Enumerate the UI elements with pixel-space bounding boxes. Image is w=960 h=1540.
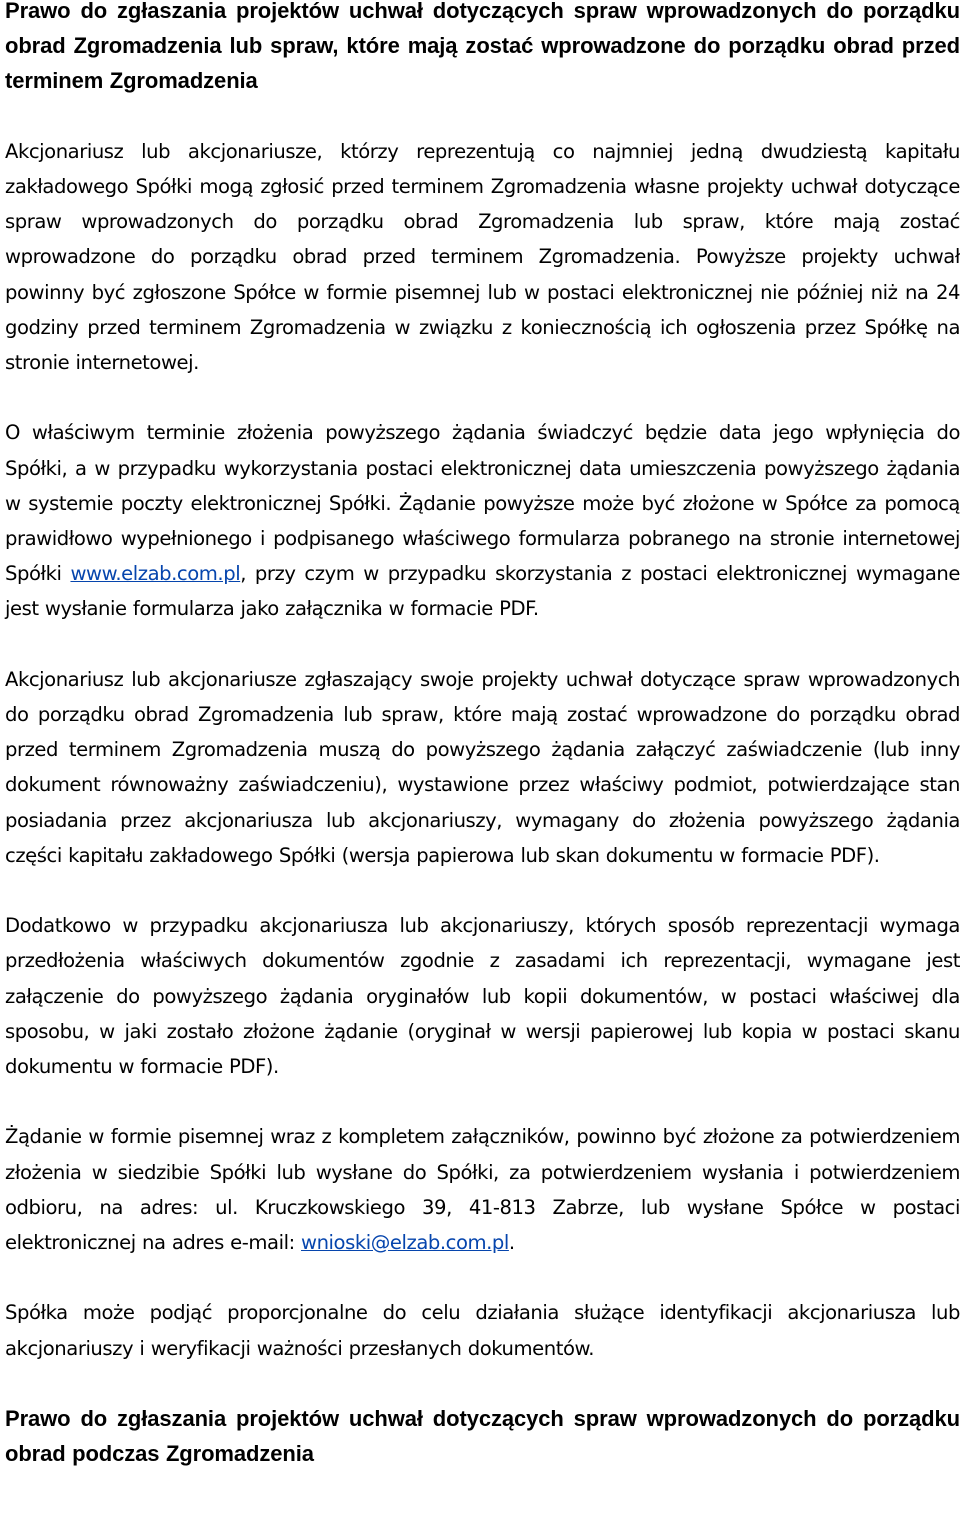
paragraph-text: , przy czym w przypadku skorzystania z postaci elektronicznej wymagane jest wysłanie formularza jako załącznika w formacie PDF. — [5, 562, 960, 621]
document-page — [5, 0, 960, 1471]
paragraph-text: O właściwym terminie złożenia powyższego żądania świadczyć będzie data jego wpłynięcia do Spółki, a w przypadku wykorzystania postaci elektronicznej data umieszczenia powyższego żądania w systemie poczty elektronicznej Spółki. Żądanie powyższe może być złożone w Spółce za pomocą prawidłowo wypełnionego i podpisanego właściwego formularza pobranego na stronie internetowej Spółki — [5, 421, 960, 586]
paragraph-text: Żądanie w formie pisemnej wraz z kompletem załączników, powinno być złożone za potwierdzeniem złożenia w siedzibie Spółki lub wysłane do Spółki, za potwierdzeniem wysłania i potwierdzeniem odbioru, na adres: ul. Kruczkowskiego 39, 41-813 Zabrze, lub wysłane Spółce w postaci elektronicznej na adres e-mail: — [5, 1125, 960, 1255]
section-heading-before-meeting: Prawo do zgłaszania projektów uchwał dotyczących spraw wprowadzonych do porządku obrad Zgromadzenia lub spraw, które mają zostać wprowadzone do porządku obrad przed terminem Zgromadzenia — [5, 0, 960, 94]
paragraph-identification: Spółka może podjąć proporcjonalne do celu działania służące identyfikacji akcjonariusza lub akcjonariuszy i weryfikacji ważności przesłanych dokumentów. — [5, 1301, 960, 1360]
section-heading-during-meeting: Prawo do zgłaszania projektów uchwał dotyczących spraw wprowadzonych do porządku obrad podczas Zgromadzenia — [5, 1406, 960, 1467]
paragraph-certificate-requirement: Akcjonariusz lub akcjonariusze zgłaszający swoje projekty uchwał dotyczące spraw wprowadzonych do porządku obrad Zgromadzenia lub spraw, które mają zostać wprowadzone do porządku obrad przed terminem Zgromadzenia muszą do powyższego żądania załączyć zaświadczenie (lub inny dokument równoważny zaświadczeniu), wystawione przez właściwy podmiot, potwierdzające stan posiadania przez akcjonariusza lub akcjonariuszy, wymagany do złożenia powyższego żądania części kapitału zakładowego Spółki (wersja papierowa lub skan dokumentu w formacie PDF). — [5, 667, 960, 867]
company-website-link[interactable]: www.elzab.com.pl — [70, 562, 241, 586]
paragraph-text: . — [508, 1231, 515, 1255]
email-link[interactable]: wnioski@elzab.com.pl — [301, 1231, 509, 1255]
paragraph-shareholder-rights: Akcjonariusz lub akcjonariusze, którzy reprezentują co najmniej jedną dwudziestą kapitału zakładowego Spółki mogą zgłosić przed terminem Zgromadzenia własne projekty uchwał dotyczące spraw wprowadzonych do porządku obrad Zgromadzenia lub spraw, które mają zostać wprowadzone do porządku obrad przed terminem Zgromadzenia. Powyższe projekty uchwał powinny być zgłoszone Spółce w formie pisemnej lub w postaci elektronicznej nie później niż na 24 godziny przed terminem Zgromadzenia w związku z koniecznością ich ogłoszenia przez Spółkę na stronie internetowej. — [5, 139, 960, 375]
paragraph-delivery-address — [5, 1119, 960, 1260]
paragraph-submission-deadline — [5, 415, 960, 626]
paragraph-additional-documents: Dodatkowo w przypadku akcjonariusza lub akcjonariuszy, których sposób reprezentacji wymaga przedłożenia właściwych dokumentów zgodnie z zasadami ich reprezentacji, wymagane jest załączenie do powyższego żądania oryginałów lub kopii dokumentów, w postaci właściwej dla sposobu, w jaki zostało złożone żądanie (oryginał w wersji papierowej lub kopia w postaci skanu dokumentu w formacie PDF). — [5, 914, 960, 1079]
